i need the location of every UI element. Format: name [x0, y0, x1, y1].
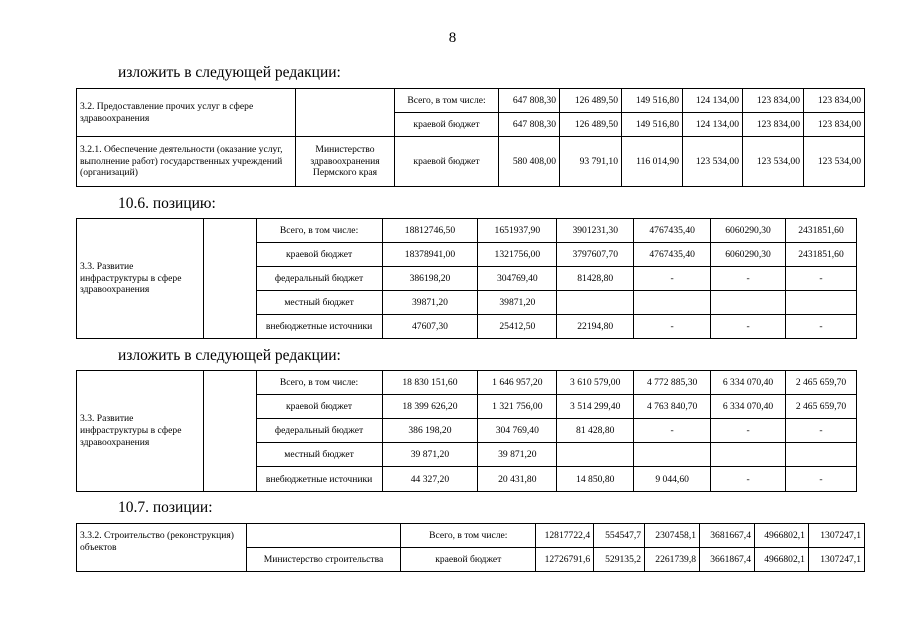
funding-source: Всего, в том числе: [401, 524, 536, 548]
value-cell: 18 399 626,20 [382, 395, 478, 419]
value-cell: - [711, 315, 786, 339]
value-cell: 3 610 579,00 [557, 371, 634, 395]
value-cell: 6 334 070,40 [711, 395, 786, 419]
value-cell: - [634, 267, 711, 291]
value-cell: 3 514 299,40 [557, 395, 634, 419]
table-row [77, 137, 865, 187]
table-row [77, 89, 865, 113]
table-row [77, 371, 857, 395]
funding-source: Всего, в том числе: [256, 219, 382, 243]
value-cell: 149 516,80 [622, 113, 683, 137]
value-cell [557, 443, 634, 467]
value-cell: 18 830 151,60 [382, 371, 478, 395]
value-cell: 93 791,10 [560, 137, 622, 187]
value-cell: 1 321 756,00 [478, 395, 557, 419]
funding-source: краевой бюджет [401, 548, 536, 572]
value-cell: 18378941,00 [382, 243, 478, 267]
item-name: 3.3. Развитие инфраструктуры в сфере здравоохранения [77, 219, 204, 339]
value-cell: 647 808,30 [499, 89, 560, 113]
funding-source: краевой бюджет [256, 395, 382, 419]
value-cell: 123 834,00 [804, 113, 865, 137]
value-cell: 3661867,4 [700, 548, 755, 572]
value-cell: 18812746,50 [382, 219, 478, 243]
value-cell: 25412,50 [478, 315, 557, 339]
value-cell [711, 443, 786, 467]
executor-cell [203, 371, 256, 492]
value-cell: 647 808,30 [499, 113, 560, 137]
value-cell: 126 489,50 [560, 89, 622, 113]
value-cell: 3681667,4 [700, 524, 755, 548]
value-cell [557, 291, 634, 315]
value-cell: 1307247,1 [808, 524, 864, 548]
value-cell [786, 443, 857, 467]
value-cell: 1307247,1 [808, 548, 864, 572]
funding-source: местный бюджет [256, 443, 382, 467]
value-cell: 2 465 659,70 [786, 371, 857, 395]
item-name: 3.2.1. Обеспечение деятельности (оказание услуг, выполнение работ) государственных учреждений (организаций) [77, 137, 296, 187]
value-cell [634, 443, 711, 467]
funding-source: Всего, в том числе: [395, 89, 499, 113]
value-cell: 4 763 840,70 [634, 395, 711, 419]
funding-source: федеральный бюджет [256, 267, 382, 291]
value-cell: 126 489,50 [560, 113, 622, 137]
table-3-3-new [76, 370, 857, 492]
executor-cell [203, 219, 256, 339]
table-3-2 [76, 88, 865, 187]
value-cell: 4 772 885,30 [634, 371, 711, 395]
value-cell: - [786, 467, 857, 492]
value-cell: - [711, 267, 786, 291]
value-cell: 1 646 957,20 [478, 371, 557, 395]
value-cell: 4966802,1 [755, 548, 809, 572]
value-cell: - [786, 315, 857, 339]
executor-cell: Министерство строительства [246, 548, 401, 572]
value-cell: 123 834,00 [743, 89, 804, 113]
value-cell: 116 014,90 [622, 137, 683, 187]
value-cell: 44 327,20 [382, 467, 478, 492]
value-cell: 554547,7 [594, 524, 645, 548]
value-cell: 12726791,6 [536, 548, 594, 572]
value-cell: 39871,20 [382, 291, 478, 315]
value-cell: - [786, 419, 857, 443]
value-cell: 124 134,00 [683, 89, 743, 113]
value-cell: 123 834,00 [804, 89, 865, 113]
value-cell: 1651937,90 [478, 219, 557, 243]
value-cell: - [711, 467, 786, 492]
section-heading: изложить в следующей редакции: [118, 64, 341, 81]
value-cell: 2431851,60 [786, 219, 857, 243]
value-cell: 4767435,40 [634, 219, 711, 243]
value-cell: 6 334 070,40 [711, 371, 786, 395]
value-cell: 6060290,30 [711, 243, 786, 267]
value-cell: - [786, 267, 857, 291]
value-cell: 529135,2 [594, 548, 645, 572]
value-cell: 580 408,00 [499, 137, 560, 187]
value-cell: 22194,80 [557, 315, 634, 339]
item-name: 3.3.2. Строительство (реконструкция) объектов [77, 524, 247, 572]
value-cell: 6060290,30 [711, 219, 786, 243]
value-cell [786, 291, 857, 315]
value-cell: 123 534,00 [683, 137, 743, 187]
value-cell [711, 291, 786, 315]
value-cell: 4767435,40 [634, 243, 711, 267]
section-heading: 10.6. позицию: [118, 195, 216, 212]
value-cell: 2431851,60 [786, 243, 857, 267]
value-cell: 14 850,80 [557, 467, 634, 492]
item-name: 3.2. Предоставление прочих услуг в сфере здравоохранения [77, 89, 296, 137]
value-cell: 2 465 659,70 [786, 395, 857, 419]
value-cell: 12817722,4 [536, 524, 594, 548]
funding-source: внебюджетные источники [256, 315, 382, 339]
value-cell: 123 534,00 [804, 137, 865, 187]
value-cell: 124 134,00 [683, 113, 743, 137]
value-cell [634, 291, 711, 315]
funding-source: местный бюджет [256, 291, 382, 315]
value-cell: 39 871,20 [478, 443, 557, 467]
funding-source: краевой бюджет [256, 243, 382, 267]
funding-source: Всего, в том числе: [256, 371, 382, 395]
page-number: 8 [448, 30, 457, 46]
value-cell: 4966802,1 [755, 524, 809, 548]
funding-source: внебюджетные источники [256, 467, 382, 492]
value-cell: 386 198,20 [382, 419, 478, 443]
executor-cell: Министерство здравоохранения Пермского края [296, 137, 395, 187]
value-cell: 39871,20 [478, 291, 557, 315]
table-3-3-old [76, 218, 857, 339]
value-cell: 39 871,20 [382, 443, 478, 467]
value-cell: 2307458,1 [645, 524, 700, 548]
value-cell: 20 431,80 [478, 467, 557, 492]
value-cell: 2261739,8 [645, 548, 700, 572]
section-heading: 10.7. позиции: [118, 499, 213, 516]
value-cell: 81428,80 [557, 267, 634, 291]
item-name: 3.3. Развитие инфраструктуры в сфере здравоохранения [77, 371, 204, 492]
funding-source: краевой бюджет [395, 113, 499, 137]
value-cell: - [634, 315, 711, 339]
executor-cell [296, 89, 395, 137]
value-cell: 9 044,60 [634, 467, 711, 492]
value-cell: 123 834,00 [743, 113, 804, 137]
value-cell: - [711, 419, 786, 443]
value-cell: 3901231,30 [557, 219, 634, 243]
value-cell: 386198,20 [382, 267, 478, 291]
funding-source: федеральный бюджет [256, 419, 382, 443]
value-cell: 304769,40 [478, 267, 557, 291]
value-cell: 47607,30 [382, 315, 478, 339]
value-cell: 3797607,70 [557, 243, 634, 267]
value-cell: 123 534,00 [743, 137, 804, 187]
table-row [77, 524, 865, 548]
value-cell: 1321756,00 [478, 243, 557, 267]
executor-cell [246, 524, 401, 548]
section-heading: изложить в следующей редакции: [118, 347, 341, 364]
table-3-3-2 [76, 523, 865, 572]
value-cell: - [634, 419, 711, 443]
value-cell: 149 516,80 [622, 89, 683, 113]
funding-source: краевой бюджет [395, 137, 499, 187]
value-cell: 81 428,80 [557, 419, 634, 443]
value-cell: 304 769,40 [478, 419, 557, 443]
table-row [77, 219, 857, 243]
